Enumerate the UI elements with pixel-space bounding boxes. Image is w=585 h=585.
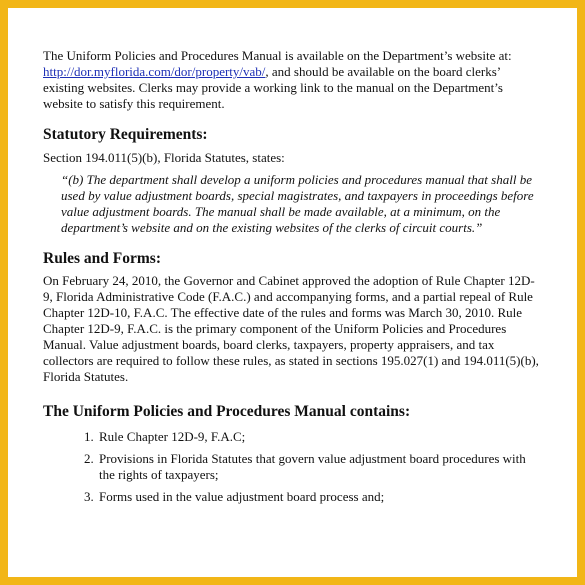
department-website-link[interactable]: http://dor.myflorida.com/dor/property/vab/ xyxy=(43,64,266,79)
list-item: 1. Rule Chapter 12D-9, F.A.C; xyxy=(97,429,543,445)
document-page xyxy=(8,8,577,577)
intro-text-start: The Uniform Policies and Procedures Manual is available on the Department’s website at: xyxy=(43,48,512,63)
intro-text-end: , and should be available on the board clerks’ existing websites. Clerks may provide a working link to the manual on the Department’s website to satisfy this requirement. xyxy=(43,64,503,111)
intro-paragraph xyxy=(43,48,543,112)
document-content xyxy=(43,48,543,511)
list-item: 3. Forms used in the value adjustment board process and; xyxy=(97,489,543,505)
rules-and-forms-heading: Rules and Forms: xyxy=(43,250,161,267)
manual-contents-heading: The Uniform Policies and Procedures Manual contains: xyxy=(43,403,411,420)
manual-contents-list xyxy=(43,429,543,505)
rules-and-forms-paragraph: On February 24, 2010, the Governor and Cabinet approved the adoption of Rule Chapter 12D-9, Florida Administrative Code (F.A.C.) and accompanying forms, and a partial repeal of Rule Chapter 12D-10, F.A.C. The effective date of the rules and forms was March 30, 2010. Rule Chapter 12D-9, F.A.C. is the primary component of the Uniform Policies and Procedures Manual. Value adjustment boards, board clerks, taxpayers, property appraisers, and tax collectors are required to follow these rules, as stated in sections 195.027(1) and 194.011(5)(b), Florida Statutes. xyxy=(43,273,539,384)
statutory-requirements-heading: Statutory Requirements: xyxy=(43,126,208,143)
statute-quote: “(b) The department shall develop a uniform policies and procedures manual that shall be used by value adjustment boards, special magistrates, and taxpayers in proceedings before value adjustment boards. The manual shall be made available, at a minimum, on the department’s website and on the existing websites of the clerks of circuit courts.” xyxy=(61,172,534,235)
list-item: 2. Provisions in Florida Statutes that govern value adjustment board procedures with the rights of taxpayers; xyxy=(97,451,543,483)
statute-reference: Section 194.011(5)(b), Florida Statutes, states: xyxy=(43,150,285,165)
